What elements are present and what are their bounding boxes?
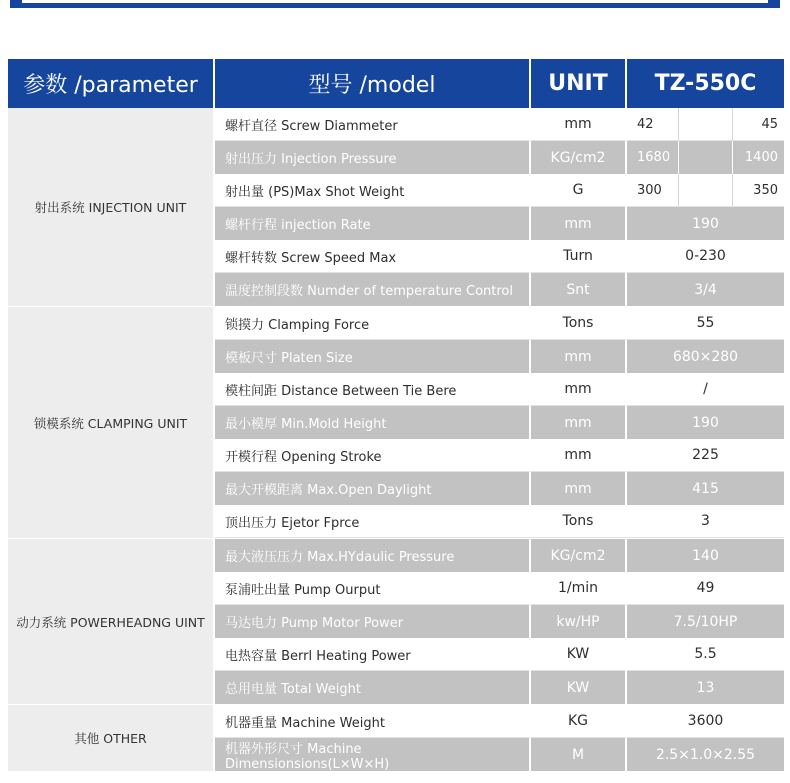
table-row: [215, 340, 784, 373]
param-value: 7.5/10HP: [673, 613, 738, 630]
param-name: 马达电力 Pump Motor Power: [215, 605, 531, 638]
param-value: 13: [696, 679, 715, 696]
param-value: 1680: [627, 141, 679, 174]
param-value: [679, 174, 733, 206]
section-label: 射出系统 INJECTION UNIT: [8, 108, 215, 306]
param-unit: KW: [531, 638, 627, 671]
header-unit: UNIT: [531, 59, 627, 108]
table-row: [215, 273, 784, 306]
param-value: 680×280: [672, 348, 739, 365]
table-row: [215, 472, 784, 505]
table-row: [215, 572, 784, 605]
param-value: 45: [761, 116, 778, 132]
table-row: [215, 373, 784, 406]
param-name: 螺杆转数 Screw Speed Max: [215, 240, 531, 273]
param-name: 模板尺寸 Platen Size: [215, 340, 531, 373]
param-unit: mm: [531, 472, 627, 505]
param-unit: M: [531, 738, 627, 772]
param-name: 螺杆行程 injection Rate: [215, 207, 531, 240]
param-unit: G: [531, 174, 627, 207]
table-body: [8, 108, 784, 772]
param-value: /: [627, 373, 784, 406]
table-row: [215, 307, 784, 340]
table-header: [8, 59, 784, 108]
table-row: [215, 605, 784, 638]
param-unit: KW: [531, 671, 627, 704]
table-row: [215, 439, 784, 472]
param-name: 螺杆直径 Screw Diammeter: [215, 108, 531, 141]
table-row: [215, 207, 784, 240]
table-row: [215, 671, 784, 704]
param-name: 顶出压力 Ejetor Fprce: [215, 505, 531, 538]
section-group: [8, 307, 784, 539]
param-unit: kw/HP: [531, 605, 627, 638]
param-values: [627, 108, 784, 141]
table-row: [215, 406, 784, 439]
param-name: 总用电量 Total Weight: [215, 671, 531, 704]
table-row: [215, 738, 784, 771]
table-row: [215, 539, 784, 572]
param-unit: Tons: [531, 307, 627, 340]
section-label: 动力系统 POWERHEADNG UINT: [8, 539, 215, 704]
param-name: 最大液压压力 Max.HYdaulic Pressure: [215, 539, 531, 572]
header-parameter: 参数 /parameter: [8, 59, 215, 108]
param-values: [627, 174, 784, 207]
param-unit: Snt: [531, 273, 627, 306]
param-name: 机器重量 Machine Weight: [215, 705, 531, 738]
param-name: 最小模厚 Min.Mold Height: [215, 406, 531, 439]
header-machine-model: TZ-550C: [654, 71, 757, 96]
param-name: 开模行程 Opening Stroke: [215, 439, 531, 472]
table-row: [215, 240, 784, 273]
param-name: 机器外形尺寸 Machine Dimensionsions(L×W×H): [215, 738, 531, 772]
table-row: [215, 705, 784, 738]
param-value: 350: [753, 182, 778, 198]
param-value: 42: [627, 108, 679, 140]
spec-table: [8, 59, 784, 772]
param-value: 3/4: [694, 281, 717, 298]
param-unit: Tons: [531, 505, 627, 538]
section-label: 其他 OTHER: [8, 705, 215, 771]
param-unit: mm: [531, 207, 627, 240]
param-unit: mm: [531, 406, 627, 439]
table-row: [215, 638, 784, 671]
param-unit: KG: [531, 705, 627, 738]
param-unit: mm: [531, 340, 627, 373]
param-value: 0-230: [627, 240, 784, 273]
param-value: 2.5×1.0×2.55: [655, 747, 756, 763]
param-unit: KG/cm2: [531, 141, 627, 174]
param-unit: mm: [531, 373, 627, 406]
param-unit: mm: [531, 108, 627, 141]
param-name: 电热容量 Berrl Heating Power: [215, 638, 531, 671]
param-values: [627, 141, 784, 174]
param-value: 190: [692, 414, 719, 431]
table-row: [215, 141, 784, 174]
param-name: 泵浦吐出量 Pump Ourput: [215, 572, 531, 605]
param-value: 300: [627, 174, 679, 206]
top-banner: [10, 0, 780, 8]
param-value: 3600: [627, 705, 784, 738]
param-value: 225: [627, 439, 784, 472]
param-name: 射出压力 Injection Pressure: [215, 141, 531, 174]
param-unit: Turn: [531, 240, 627, 273]
param-unit: mm: [531, 439, 627, 472]
param-value: [679, 141, 733, 174]
table-row: [215, 505, 784, 538]
param-value: 190: [692, 215, 719, 232]
section-group: [8, 108, 784, 307]
param-name: 模柱间距 Distance Between Tie Bere: [215, 373, 531, 406]
param-value: 55: [627, 307, 784, 340]
section-group: [8, 705, 784, 772]
section-label: 锁模系统 CLAMPING UNIT: [8, 307, 215, 538]
table-row: [215, 174, 784, 207]
param-value: 415: [692, 480, 719, 497]
param-name: 温度控制段数 Numder of temperature Control: [215, 273, 531, 306]
param-name: 射出量 (PS)Max Shot Weight: [215, 174, 531, 207]
header-model: 型号 /model: [215, 59, 531, 108]
param-value: [679, 108, 733, 140]
param-name: 最大开模距离 Max.Open Daylight: [215, 472, 531, 505]
table-row: [215, 108, 784, 141]
param-value: 140: [692, 547, 719, 564]
param-name: 锁摸力 Clamping Force: [215, 307, 531, 340]
param-unit: KG/cm2: [531, 539, 627, 572]
param-unit: 1/min: [531, 572, 627, 605]
param-value: 1400: [744, 150, 778, 165]
param-value: 49: [627, 572, 784, 605]
section-group: [8, 539, 784, 705]
param-value: 3: [627, 505, 784, 538]
param-value: 5.5: [627, 638, 784, 671]
